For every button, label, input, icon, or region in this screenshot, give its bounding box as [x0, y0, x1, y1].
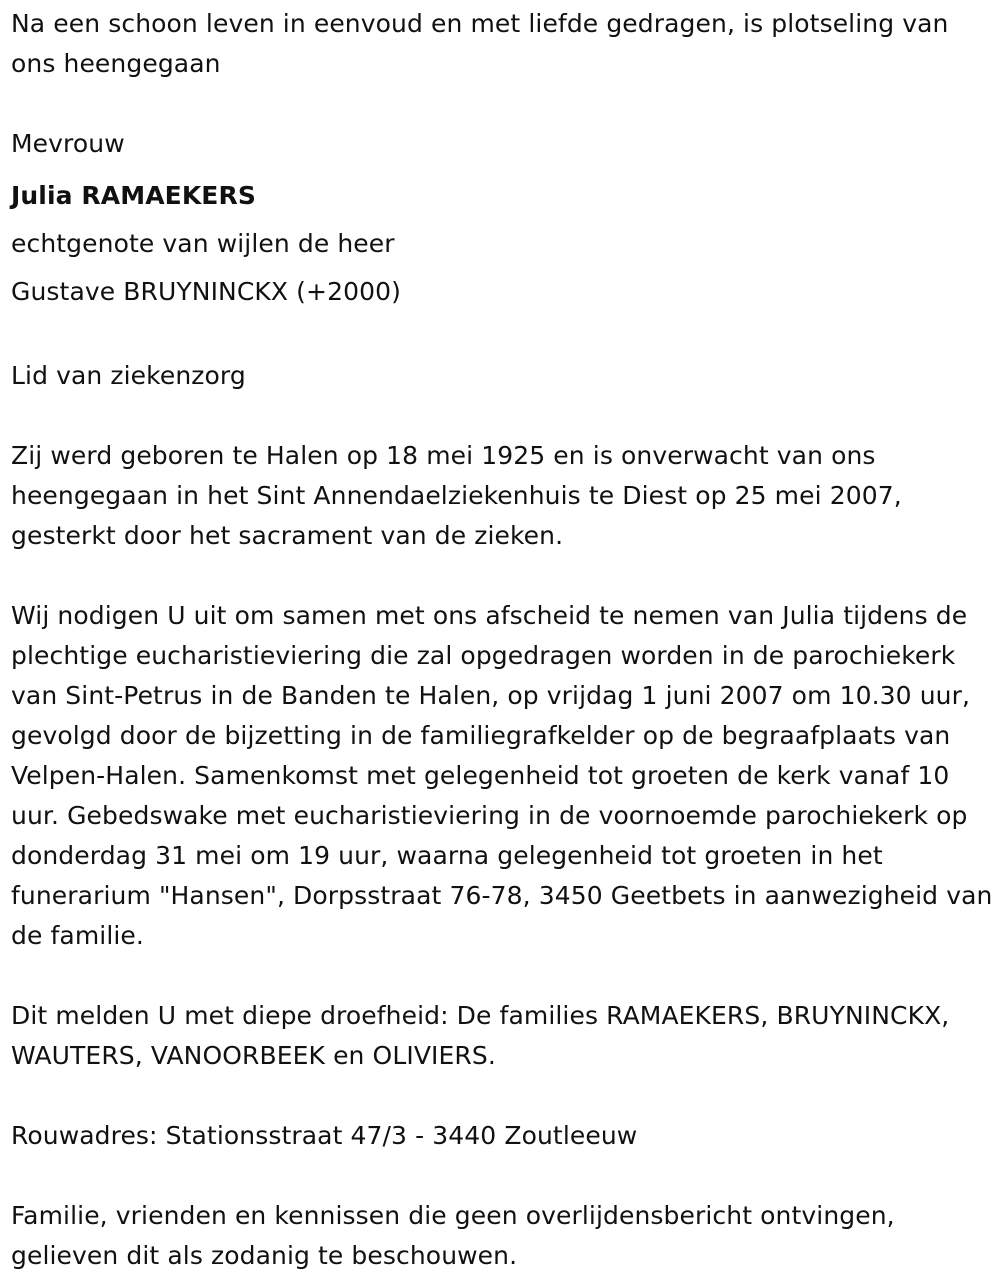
relation-text: echtgenote van wijlen de heer	[11, 229, 395, 258]
mourning-address: Rouwadres: Stationsstraat 47/3 - 3440 Zoutleeuw	[11, 1121, 638, 1150]
closing-text: Familie, vrienden en kennissen die geen overlijdensbericht ontvingen, gelieven dit als zodanig te beschouwen.	[11, 1201, 895, 1270]
birth-death-text: Zij werd geboren te Halen op 18 mei 1925 en is onverwacht van ons heengegaan in het Sint Annendaelziekenhuis te Diest op 25 mei 2007, gesterkt door het sacrament van de zieken.	[11, 441, 902, 550]
invitation-text: Wij nodigen U uit om samen met ons afscheid te nemen van Julia tijdens de plechtige eucharistieviering die zal opgedragen worden in de parochiekerk van Sint-Petrus in de Banden te Halen, op vrijdag 1 juni 2007 om 10.30 uur, gevolgd door de bijzetting in de familiegrafkelder op de begraafplaats van Velpen-Halen. Samenkomst met gelegenheid tot groeten de kerk vanaf 10 uur. Gebedswake met eucharistieviering in de voornoemde parochiekerk op donderdag 31 mei om 19 uur, waarna gelegenheid tot groeten in het funerarium "Hansen", Dorpsstraat 76-78, 3450 Geetbets in aanwezigheid van de familie.	[11, 601, 993, 950]
membership-text: Lid van ziekenzorg	[11, 361, 246, 390]
death-notice	[11, 4, 995, 1276]
announcement-text: Dit melden U met diepe droefheid: De families RAMAEKERS, BRUYNINCKX, WAUTERS, VANOORBEEK en OLIVIERS.	[11, 1001, 950, 1070]
deceased-title: Mevrouw	[11, 129, 125, 158]
deceased-name: Julia RAMAEKERS	[11, 181, 256, 210]
intro-text: Na een schoon leven in eenvoud en met liefde gedragen, is plotseling van ons heengegaan	[11, 9, 949, 78]
deceased-block	[11, 124, 995, 316]
spouse-name: Gustave BRUYNINCKX (+2000)	[11, 277, 401, 306]
